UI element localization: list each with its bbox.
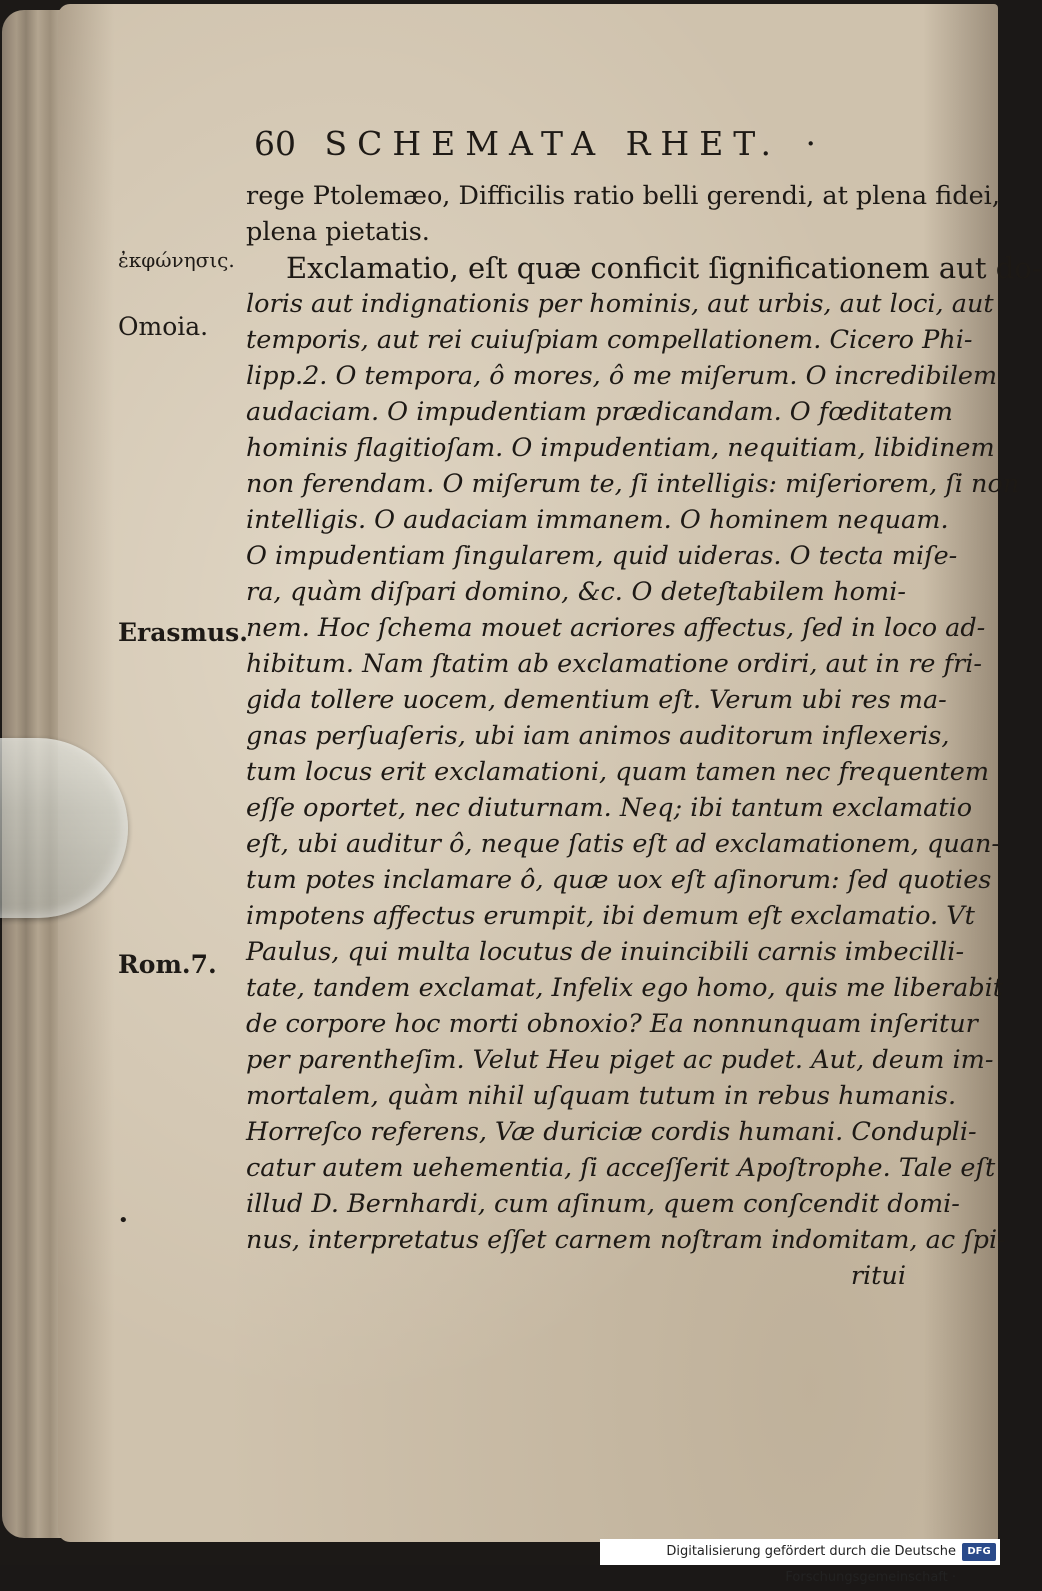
text-line: nus, interpretatus eſſet carnem noſtram indomitam, ac ſpi- [246,1225,1006,1255]
page-number: 60 [254,124,296,163]
digitization-credit [600,1539,1000,1585]
margin-note-omoia: Omoia. [118,312,209,341]
text-line: de corpore hoc morti obnoxio? Ea nonnunquam inſeritur [246,1009,978,1039]
dfg-logo: DFG [962,1543,996,1561]
text-line: impotens affectus erumpit, ibi demum eſt exclamatio. Vt [246,901,975,931]
credit-text: Digitalisierung gefördert durch die Deutsche Forschungsgemeinschaft · [666,1544,956,1585]
catchword: ritui [850,1261,906,1291]
text-line: gnas perſuaſeris, ubi iam animos auditorum inflexeris, [246,721,950,751]
text-line: tate, tandem exclamat, Infelix ego homo, quis me liberabit [246,973,1004,1003]
text-line: hominis flagitioſam. O impudentiam, nequitiam, libidinem [246,433,995,463]
text-line: per parentheſim. Velut Heu piget ac pudet. Aut, deum im- [246,1045,994,1075]
text-line: temporis, aut rei cuiuſpiam compellationem. Cicero Phi- [246,325,973,355]
margin-mark: • [118,1210,129,1231]
text-line: ra, quàm diſpari domino, &c. O deteſtabilem homi- [246,577,906,607]
text-line: loris aut indignationis per hominis, aut urbis, aut loci, aut [246,289,994,319]
body-text [246,178,1042,1294]
margin-note-greek: ἐκφώνησις. [118,248,235,272]
text-line: non ferendam. O miſerum te, ſi intelligis: miſeriorem, ſi non [246,469,1020,499]
text-line: O impudentiam ſingularem, quid uideras. O tecta miſe- [246,541,958,571]
margin-note-rom: Rom.7. [118,950,217,979]
text-line: mortalem, quàm nihil uſquam tutum in rebus humanis. [246,1081,957,1111]
running-title: SCHEMATA RHET. [324,124,781,163]
text-line [246,250,1042,286]
text-line: rege Ptolemæo, Difficilis ratio belli gerendi, at plena fidei, [246,181,1000,211]
header-mark: · [805,124,816,163]
exclamatio-line: Exclamatio, eſt quæ conficit ſignificationem aut do- [286,251,1042,285]
text-line: catur autem uehementia, ſi acceſſerit Apoſtrophe. Tale eſt [246,1153,996,1183]
margin-note-erasmus: Erasmus. [118,618,248,647]
text-line: illud D. Bernhardi, cum aſinum, quem conſcendit domi- [246,1189,960,1219]
text-line: tum locus erit exclamationi, quam tamen nec frequentem [246,757,990,787]
text-line: audaciam. O impudentiam prædicandam. O fœditatem [246,397,953,427]
text-line: Paulus, qui multa locutus de inuincibili carnis imbecilli- [246,937,965,967]
text-line: gida tollere uocem, dementium eſt. Verum ubi res ma- [246,685,947,715]
text-line: plena pietatis. [246,217,430,247]
text-line: tum potes inclamare ô, quæ uox eſt aſinorum: ſed quoties [246,865,992,895]
text-line: nem. Hoc ſchema mouet acriores affectus, ſed in loco ad- [246,613,986,643]
text-line: eſſe oportet, nec diuturnam. Neq; ibi tantum exclamatio [246,793,973,823]
text-line: hibitum. Nam ſtatim ab exclamatione ordiri, aut in re fri- [246,649,983,679]
page-header [254,124,894,163]
text-line: intelligis. O audaciam immanem. O hominem nequam. [246,505,949,535]
text-line: Horreſco referens, Væ duriciæ cordis humani. Condupli- [246,1117,977,1147]
text-line: lipp.2. O tempora, ô mores, ô me miſerum. O incredibilem [246,361,998,391]
text-line: eſt, ubi auditur ô, neque ſatis eſt ad exclamationem, quan- [246,829,1000,859]
